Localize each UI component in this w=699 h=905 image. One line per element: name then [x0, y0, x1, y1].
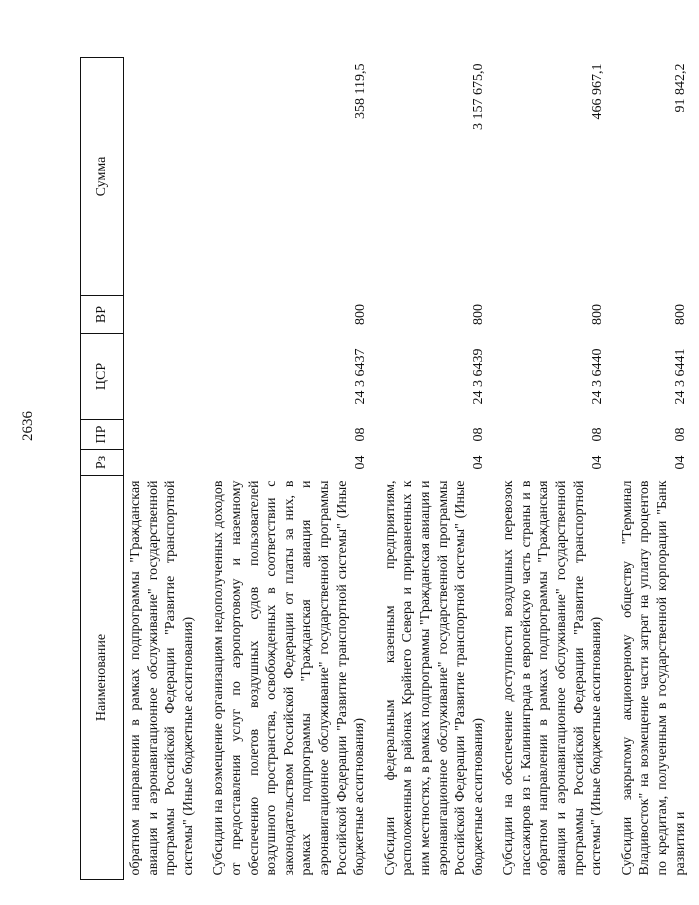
row-pr: 08 — [673, 427, 689, 442]
table-row — [124, 58, 208, 880]
row-sum: 3 157 675,0 — [471, 63, 487, 130]
row-name: Субсидии закрытому акционерному обществу "Терминал Владивосток" на возмещение части затрат на уплату процентов по кредитам, полученным в государственной корпорации "Банк развития и — [619, 480, 688, 876]
row-csr: 24 3 6440 — [589, 348, 605, 405]
header-vr: ВР — [81, 296, 124, 334]
row-vr — [124, 296, 208, 334]
table-row — [497, 58, 616, 880]
row-rz: 04 — [589, 455, 605, 470]
row-name: Субсидии федеральным казенным предприятиям, расположенным в районах Крайнего Севера и приравненных к ним местностях, в рамках подпрограммы "Гражданская авиация и аэронавигационное обслуживание" государственной программы Российской Федерации "Развитие транспортной системы" (Иные бюджетные ассигнования) — [382, 480, 486, 876]
row-pr: 08 — [352, 427, 368, 442]
rotated-page-content — [80, 58, 689, 880]
header-sum: Сумма — [81, 58, 124, 296]
row-name: Субсидии на обеспечение доступности воздушных перевозок пассажиров из г. Калининграда в европейскую часть страны и в обратном направлении в рамках подпрограммы "Гражданская авиация и аэронавигационное обслуживание" государственной программы Российской Федерации "Развитие транспортной системы" (Иные бюджетные ассигнования) — [501, 480, 605, 876]
row-name: обратном направлении в рамках подпрограммы "Гражданская авиация и аэронавигационное обслуживание" государственной программы Российской Федерации "Развитие транспортной системы" (Иные бюджетные ассигнования) — [128, 480, 196, 876]
table-row — [379, 58, 498, 880]
header-rz: Рз — [81, 450, 124, 476]
table-header — [81, 58, 124, 880]
table-row — [616, 58, 699, 880]
row-pr: 08 — [589, 427, 605, 442]
header-pr: ПР — [81, 420, 124, 450]
row-vr: 800 — [589, 304, 605, 325]
row-csr: 24 3 6437 — [352, 348, 368, 405]
row-vr: 800 — [352, 304, 368, 325]
row-rz — [124, 450, 208, 476]
row-sum: 91 842,2 — [673, 63, 689, 113]
header-name: Наименование — [81, 476, 124, 880]
row-sum: 466 967,1 — [589, 63, 605, 120]
row-rz: 04 — [352, 455, 368, 470]
row-name: Субсидии на возмещение организациям недополученных доходов от предоставления услуг по аэропортовому и наземному обеспечению полетов воздушных судов пользователей воздушного пространства, освобожденных в соответствии с законодательством Российской Федерации от платы за них, в рамках подпрограммы "Гражданская авиация и аэронавигационное обслуживание" государственной программы Российской Федерации "Развитие транспортной системы" (Иные бюджетные ассигнования) — [211, 480, 368, 876]
row-csr: 24 3 6439 — [471, 348, 487, 405]
header-csr: ЦСР — [81, 334, 124, 420]
row-csr — [124, 334, 208, 420]
row-csr: 24 3 6441 — [673, 348, 689, 405]
row-rz: 04 — [673, 455, 689, 470]
page-number: 2636 — [20, 411, 36, 441]
row-pr — [124, 420, 208, 450]
row-pr: 08 — [471, 427, 487, 442]
row-sum — [124, 58, 208, 296]
row-sum: 358 119,5 — [352, 63, 368, 119]
row-rz: 04 — [471, 455, 487, 470]
row-vr: 800 — [471, 304, 487, 325]
row-vr: 800 — [673, 304, 689, 325]
budget-table — [80, 57, 699, 880]
table-row — [207, 58, 378, 880]
